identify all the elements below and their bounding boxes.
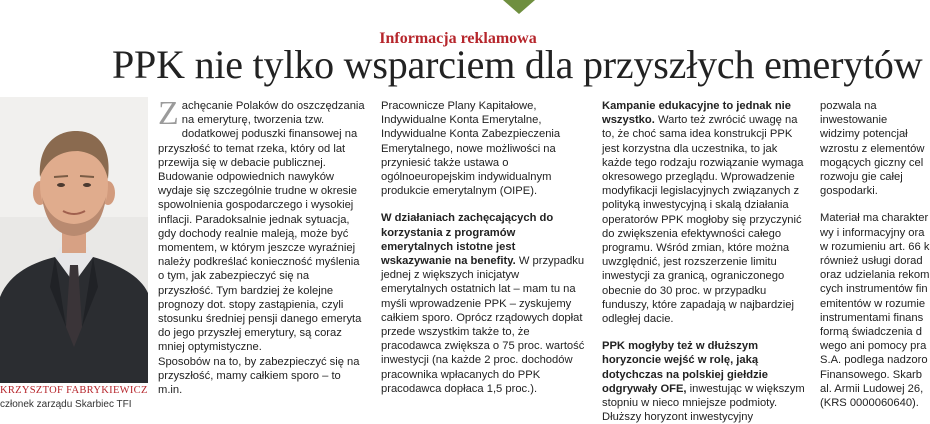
drop-cap: Z (158, 95, 179, 132)
section-marker (503, 0, 535, 14)
ad-label: Informacja reklamowa (379, 30, 537, 47)
paragraph (602, 339, 808, 424)
paragraph: pozwala na inwestowanie widzimy potencjał wzrostu z elementów mogących giczny cel rozwoju gie całej gospodarki. (820, 100, 925, 198)
paragraph (158, 95, 366, 355)
paragraph (381, 211, 587, 396)
paragraph-text: W przypadku jednej z większych inicjatyw emerytalnych ostatnich lat – mam tu na myśli wprowadzenie PPK – zyskujemy całkiem sporo. Oprócz rządowych dopłat przede wszystkim także to, że pracodawca zwiększa o 75 proc. wartość inwestycji (na każde 2 proc. dochodów pracownika wpłacanych do PPK pracodawca dopłaca 1,5 proc.). (381, 255, 585, 395)
text-column-2 (381, 99, 587, 396)
paragraph: Pracownicze Plany Kapitałowe, Indywidualne Konta Emerytalne, Indywidualne Konta Zabezpieczenia Emerytalnego, nowe możliwości na przyniesić także ustawa o ogólnoeuropejskim indywidualnym produkcie emerytalnym (OIPE). (381, 100, 561, 198)
text-column-3 (602, 99, 808, 424)
paragraph: Sposobów na to, by zabezpieczyć się na przyszłość, mamy całkiem sporo – to m.in. (158, 355, 360, 397)
paragraph-text: inwestując w większym stopniu w nieco mniejsze podmioty. Dłuższy horyzont inwestycyjny (602, 382, 805, 424)
author-photo (0, 97, 148, 383)
disclaimer: Materiał ma charakter wy i informacyjny ora w rozumieniu art. 66 k również usługi dorad oraz udzielania rekom cych instrumentów fin emitentów w rozumie instrumentami finans formą świadczenia d wego ani pomocy pra S.A. podlega nadzoro Finansowego. Skarb al. Armii Ludowej 26, (KRS 0000060640). (820, 212, 930, 410)
article-headline: PPK nie tylko wsparciem dla przyszłych emerytów (112, 42, 923, 87)
paragraph (602, 99, 808, 326)
lead-in: Kampanie edukacyjne to jednak nie wszystko. (602, 100, 792, 127)
paragraph-text: achęcanie Polaków do oszczędzania na emeryturę, tworzenia tzw. dodatkowej poduszki finansowej na przyszłość to temat rzeka, który od lat przewija się w debacie publicznej. Budowanie odpowiednich nawyków wydaje się szczególnie trudne w okresie spowolnienia gospodarczego i wysokiej inflacji. Paradoksalnie jednak sytuacja, gdy dochody realnie maleją, może być momentem, w którym jeszcze wyraźniej należy podkreślać konieczność myślenia o tym, jak zabezpieczyć się na przyszłość. Tym bardziej że kolejne prognozy dot. stopy zastąpienia, czyli stosunku średniej pensji danego emeryta do jego przyszłej emerytury, są coraz mniej optymistyczne. (158, 100, 365, 354)
text-column-1 (158, 95, 366, 397)
author-role: członek zarządu Skarbiec TFI (0, 399, 132, 410)
lead-in: W działaniach zachęcających do korzystania z programów emerytalnych istotne jest wskazywanie na benefity. (381, 212, 554, 268)
paragraph-text: Warto też zwrócić uwagę na to, że choć sama idea konstrukcji PPK jest korzystna dla uczestnika, to jak każde tego rodzaju rozwiązanie wymaga okresowego przeglądu. Wprowadzenie modyfikacji legislacyjnych związanych z polityką inwestycyjną i skalą działania operatorów PPK mogłoby się przyczynić do zwiększenia efektywności całego programu. Wśród zmian, które można uwzględnić, jest rozszerzenie limitu inwestycji za granicą, ograniczonego obecnie do 30 proc. w przypadku funduszy, które zapadają w najbardziej odległej dacie. (602, 114, 804, 326)
author-name: KRZYSZTOF FABRYKIEWICZ (0, 385, 148, 396)
lead-in: PPK mogłyby też w dłuższym horyzoncie wejść w rolę, jaką dotychczas na polskiej giełdzie odgrywały OFE, (602, 340, 768, 395)
top-band (0, 0, 916, 10)
text-column-4 (820, 99, 930, 410)
